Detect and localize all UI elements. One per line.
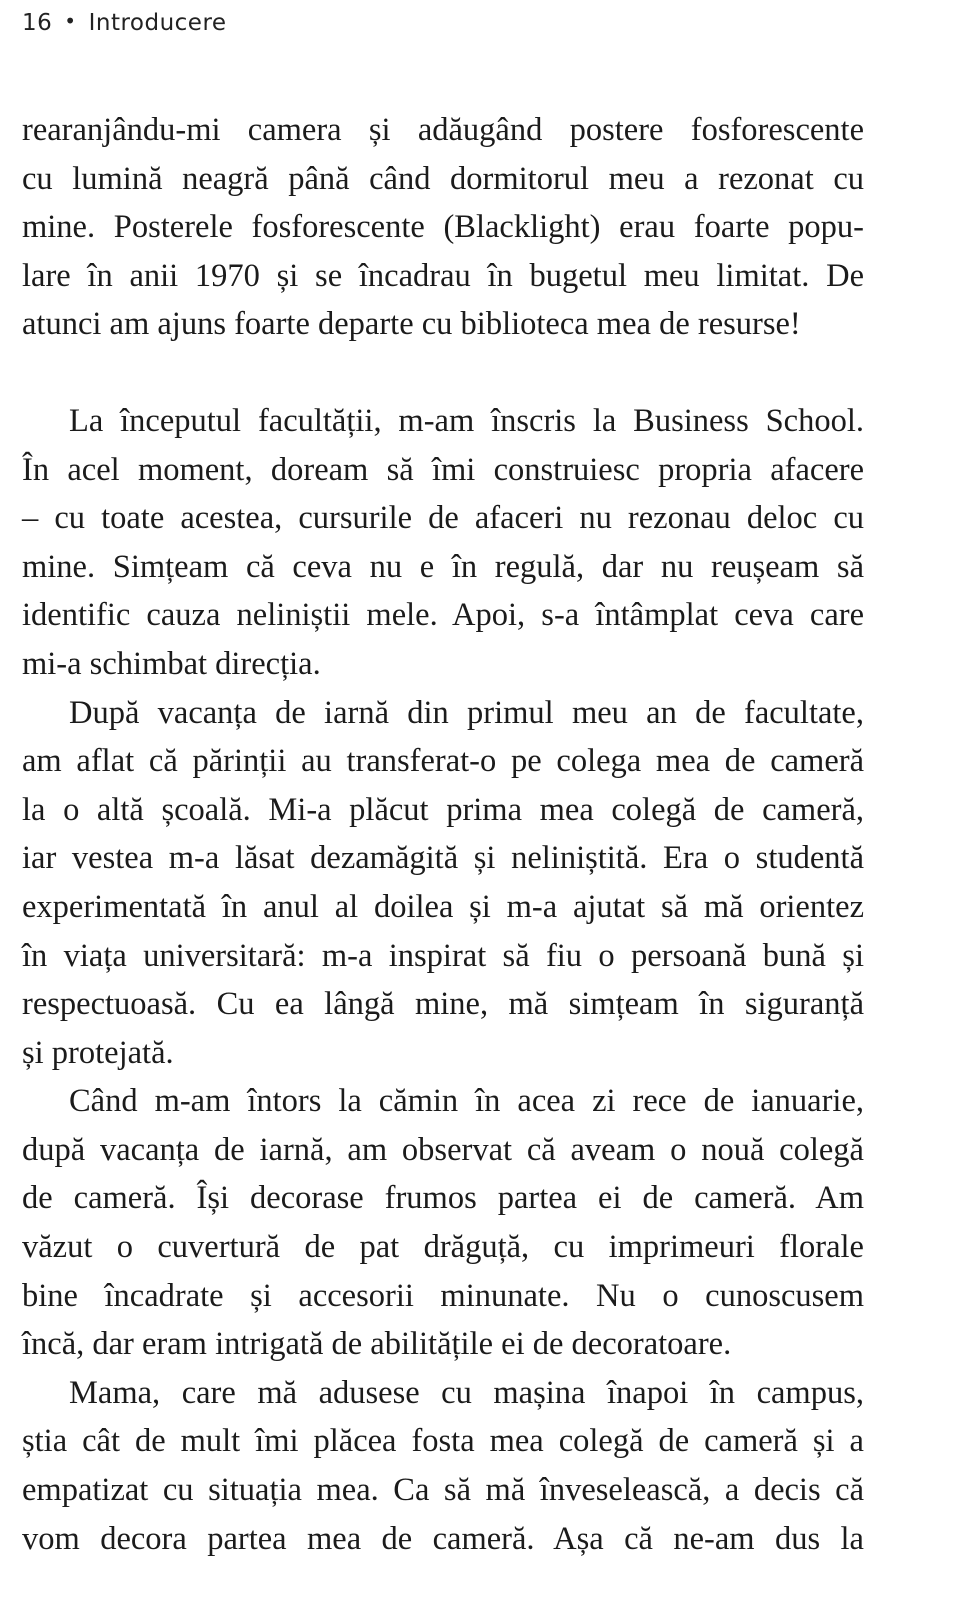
text-line: am aflat că părinții au transferat-o pe colega mea de cameră: [22, 743, 864, 780]
text-line: experimentată în anul al doilea și m-a ajutat să mă orientez: [22, 888, 864, 925]
paragraph-2: [22, 397, 864, 689]
paragraph-5: [22, 1369, 864, 1563]
text-line: încă, dar eram intrigată de abilitățile ei de decoratoare.: [22, 1326, 732, 1363]
paragraph-3: [22, 689, 864, 1078]
text-line: identific cauza neliniștii mele. Apoi, s-a întâmplat ceva care: [22, 597, 864, 634]
text-line: La începutul facultății, m-am înscris la Business School.: [69, 402, 864, 439]
text-line: cu lumină neagră până când dormitorul meu a rezonat cu: [22, 160, 864, 197]
text-line: atunci am ajuns foarte departe cu biblioteca mea de resurse!: [22, 306, 801, 343]
text-line: știa cât de mult îmi plăcea fosta mea colegă de cameră și a: [22, 1423, 864, 1460]
text-line: și protejată.: [22, 1034, 174, 1071]
running-header: [22, 10, 227, 36]
text-line: mi-a schimbat direcția.: [22, 645, 321, 682]
text-line: rearanjându-mi camera și adăugând postere fosforescente: [22, 112, 864, 148]
page-body: [22, 106, 864, 1563]
text-line: în viața universitară: m-a inspirat să fiu o persoană bună și: [22, 937, 864, 974]
text-line: vom decora partea mea de cameră. Așa că ne-am dus la: [22, 1520, 864, 1557]
text-line: În acel moment, doream să îmi construiesc propria afacere: [22, 451, 864, 488]
text-line: lare în anii 1970 și se încadrau în bugetul meu limitat. De: [22, 257, 864, 294]
text-line: iar vestea m-a lăsat dezamăgită și neliniștită. Era o studentă: [22, 840, 864, 877]
text-line: – cu toate acestea, cursurile de afaceri nu rezonau deloc cu: [22, 500, 864, 537]
text-line: Mama, care mă adusese cu mașina înapoi în campus,: [69, 1374, 864, 1411]
section-title: Introducere: [88, 10, 227, 36]
paragraph-4: [22, 1077, 864, 1369]
text-line: de cameră. Își decorase frumos partea ei de cameră. Am: [22, 1180, 864, 1217]
paragraph-1: [22, 106, 864, 349]
text-line: la o altă școală. Mi-a plăcut prima mea colegă de cameră,: [22, 791, 864, 828]
text-line: Când m-am întors la cămin în acea zi rece de ianuarie,: [69, 1083, 864, 1120]
text-line: După vacanța de iarnă din primul meu an de facultate,: [69, 694, 864, 731]
text-line: văzut o cuvertură de pat drăguță, cu imprimeuri florale: [22, 1229, 864, 1266]
text-line: bine încadrate și accesorii minunate. Nu o cunoscusem: [22, 1277, 864, 1314]
text-line: respectuoasă. Cu ea lângă mine, mă simțeam în siguranță: [22, 986, 864, 1023]
page-number: 16: [22, 10, 53, 36]
text-line: mine. Simțeam că ceva nu e în regulă, dar nu reușeam să: [22, 548, 864, 585]
paragraph-gap: [22, 349, 864, 397]
text-line: mine. Posterele fosforescente (Blacklight) erau foarte popu-: [22, 209, 864, 246]
text-line: empatizat cu situația mea. Ca să mă înveselească, a decis că: [22, 1472, 864, 1509]
text-line: după vacanța de iarnă, am observat că aveam o nouă colegă: [22, 1131, 864, 1168]
header-separator: •: [64, 9, 77, 33]
